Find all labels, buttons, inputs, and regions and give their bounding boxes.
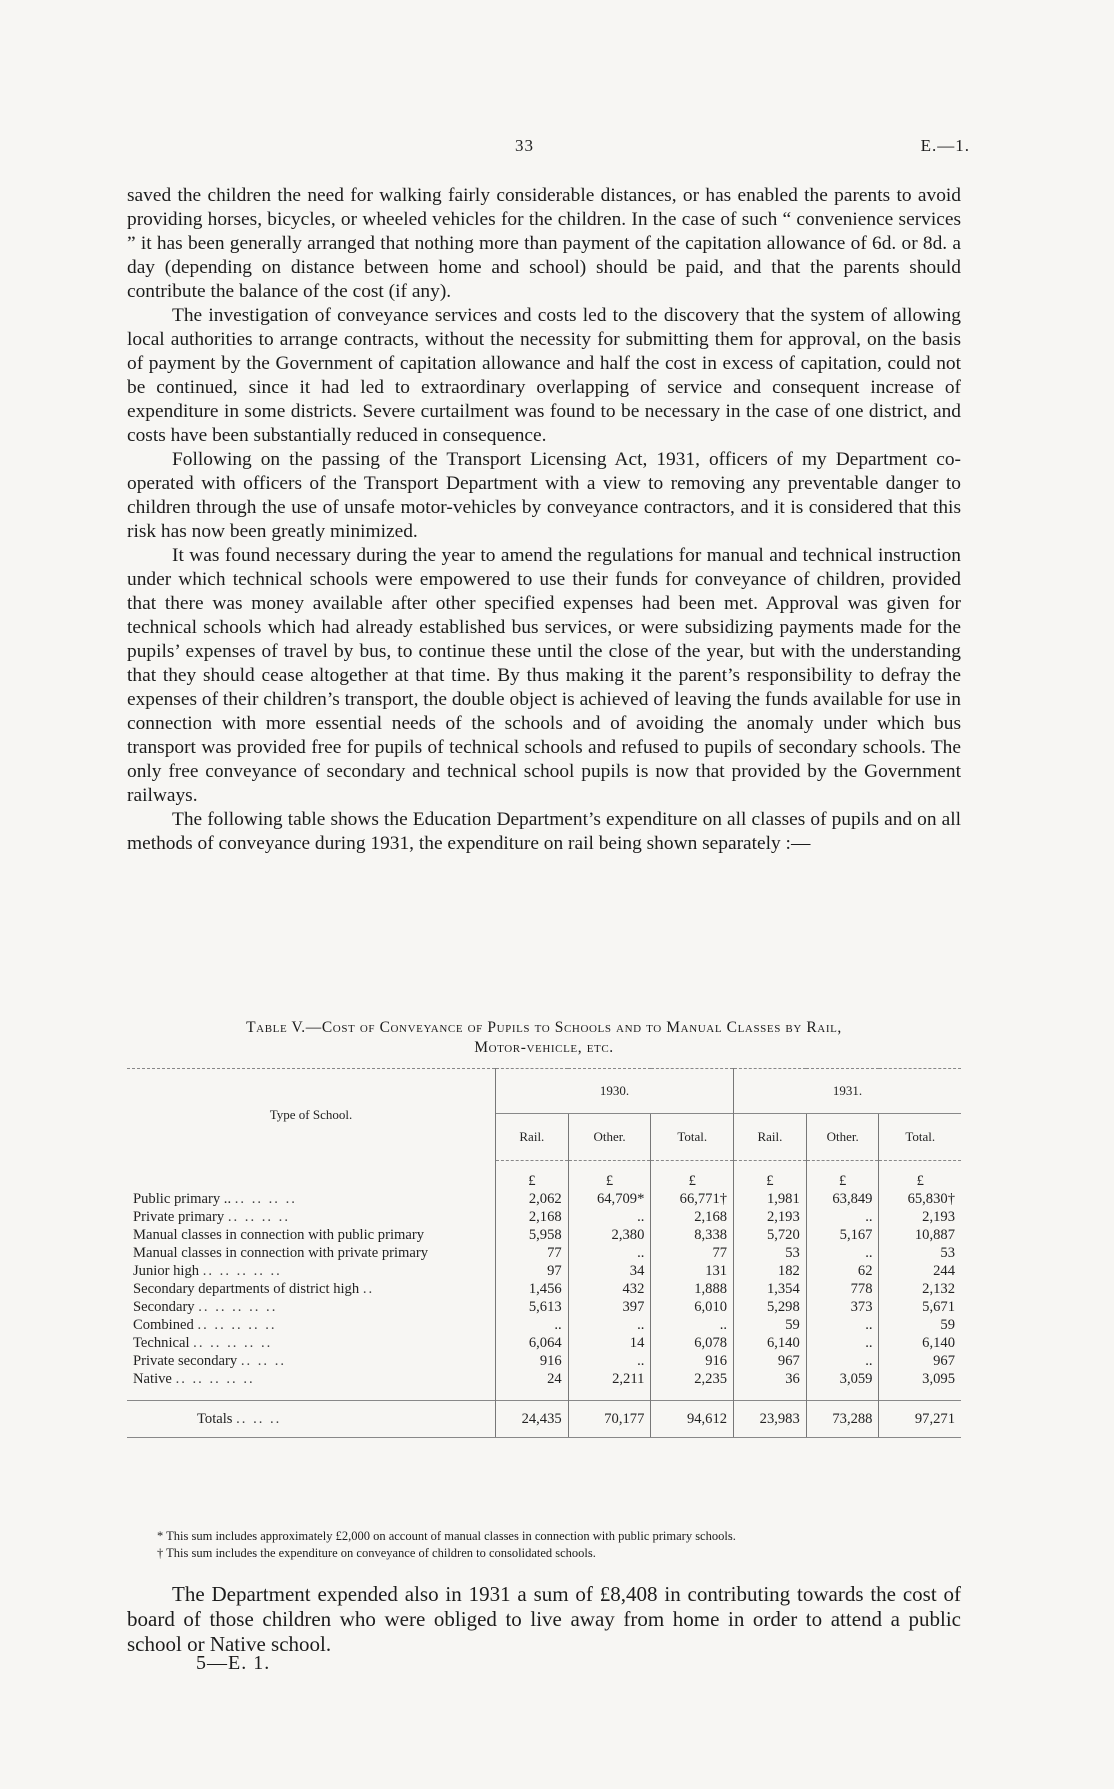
value-cell: 2,193 bbox=[734, 1208, 807, 1226]
table-row bbox=[127, 1226, 961, 1244]
value-cell: 5,167 bbox=[806, 1226, 879, 1244]
value-cell: .. bbox=[806, 1334, 879, 1352]
value-cell: 23,983 bbox=[734, 1401, 807, 1438]
value-cell: 65,830† bbox=[879, 1190, 961, 1208]
value-cell: 2,380 bbox=[568, 1226, 651, 1244]
value-cell: 3,095 bbox=[879, 1370, 961, 1401]
value-cell: 2,235 bbox=[651, 1370, 734, 1401]
row-label-text: Combined bbox=[133, 1317, 194, 1333]
row-label bbox=[127, 1370, 496, 1401]
body-text bbox=[127, 184, 961, 856]
row-label-text: Technical bbox=[133, 1335, 190, 1351]
col-header-other-1931: Other. bbox=[806, 1114, 879, 1161]
table-body bbox=[127, 1161, 961, 1438]
value-cell: 916 bbox=[496, 1352, 569, 1370]
value-cell: 5,298 bbox=[734, 1298, 807, 1316]
paragraph: It was found necessary during the year to amend the regulations for manual and technical instruction under which technical schools were empowered to use their funds for conveyance of children, provided that there was money available after other specified expenses had been met. Approval was given for technical schools which had already established bus services, or were subsidizing payments made for the pupils’ expenses of travel by bus, to continue these until the close of the year, but with the understanding that they should cease altogether at that time. By thus making it the parent’s responsibility to defray the expenses of their children’s transport, the double object is achieved of leaving the funds available for use in connection with more essential needs of the schools and of avoiding the anomaly under which bus transport was provided free for pupils of technical schools and refused to pupils of secondary schools. The only free conveyance of secondary and technical school pupils is now that provided by the Government railways. bbox=[127, 545, 961, 806]
row-label bbox=[127, 1208, 496, 1226]
col-header-rail-1931: Rail. bbox=[734, 1114, 807, 1161]
row-label bbox=[127, 1316, 496, 1334]
value-cell: 6,078 bbox=[651, 1334, 734, 1352]
value-cell: 24,435 bbox=[496, 1401, 569, 1438]
row-label-text: Private primary bbox=[133, 1209, 225, 1225]
value-cell: 53 bbox=[879, 1244, 961, 1262]
table-row bbox=[127, 1298, 961, 1316]
col-header-total-1930: Total. bbox=[651, 1114, 734, 1161]
row-label-text: Junior high bbox=[133, 1263, 200, 1279]
table-row bbox=[127, 1316, 961, 1334]
value-cell: 6,064 bbox=[496, 1334, 569, 1352]
row-label bbox=[127, 1334, 496, 1352]
unit-cell: £ bbox=[568, 1161, 651, 1191]
row-leader-dots: .. .. .. .. .. bbox=[198, 1299, 278, 1315]
value-cell: 2,168 bbox=[651, 1208, 734, 1226]
value-cell: 24 bbox=[496, 1370, 569, 1401]
value-cell: 1,456 bbox=[496, 1280, 569, 1298]
row-leader-dots: .. .. .. .. bbox=[234, 1191, 297, 1207]
value-cell: 6,010 bbox=[651, 1298, 734, 1316]
value-cell: 916 bbox=[651, 1352, 734, 1370]
row-leader-dots: .. .. .. .. bbox=[227, 1209, 290, 1225]
value-cell: .. bbox=[568, 1244, 651, 1262]
unit-cell: £ bbox=[806, 1161, 879, 1191]
value-cell: 63,849 bbox=[806, 1190, 879, 1208]
table-header-years bbox=[127, 1069, 961, 1114]
row-label bbox=[127, 1401, 496, 1438]
value-cell: .. bbox=[568, 1352, 651, 1370]
table-row bbox=[127, 1280, 961, 1298]
value-cell: 53 bbox=[734, 1244, 807, 1262]
page-header bbox=[0, 136, 1114, 160]
value-cell: 14 bbox=[568, 1334, 651, 1352]
value-cell: 77 bbox=[496, 1244, 569, 1262]
row-leader-dots: .. .. .. bbox=[236, 1410, 282, 1427]
value-cell: 77 bbox=[651, 1244, 734, 1262]
table-footnotes bbox=[127, 1528, 961, 1562]
value-cell: .. bbox=[806, 1208, 879, 1226]
row-label bbox=[127, 1262, 496, 1280]
value-cell: .. bbox=[806, 1352, 879, 1370]
type-of-school-header: Type of School. bbox=[127, 1069, 496, 1161]
year-1931-header: 1931. bbox=[734, 1069, 961, 1114]
value-cell: 6,140 bbox=[879, 1334, 961, 1352]
value-cell: 97,271 bbox=[879, 1401, 961, 1438]
value-cell: .. bbox=[568, 1208, 651, 1226]
value-cell: 36 bbox=[734, 1370, 807, 1401]
table-row bbox=[127, 1244, 961, 1262]
row-label-text: Totals bbox=[197, 1410, 233, 1427]
value-cell: 2,168 bbox=[496, 1208, 569, 1226]
totals-row bbox=[127, 1401, 961, 1438]
value-cell: 3,059 bbox=[806, 1370, 879, 1401]
table-row bbox=[127, 1208, 961, 1226]
value-cell: 94,612 bbox=[651, 1401, 734, 1438]
unit-cell: £ bbox=[879, 1161, 961, 1191]
table-caption-line2: Motor-vehicle, etc. bbox=[474, 1039, 614, 1056]
value-cell: 5,613 bbox=[496, 1298, 569, 1316]
value-cell: 778 bbox=[806, 1280, 879, 1298]
unit-cell: £ bbox=[496, 1161, 569, 1191]
footnote: * This sum includes approximately £2,000 on account of manual classes in connection with public primary schools. bbox=[157, 1529, 736, 1543]
footnote: † This sum includes the expenditure on conveyance of children to consolidated schools. bbox=[157, 1546, 596, 1560]
row-label bbox=[127, 1352, 496, 1370]
table-caption-line1: Table V.—Cost of Conveyance of Pupils to Schools and to Manual Classes by Rail, bbox=[246, 1019, 842, 1036]
row-label-text: Public primary .. bbox=[133, 1191, 232, 1207]
value-cell: 373 bbox=[806, 1298, 879, 1316]
value-cell: 59 bbox=[734, 1316, 807, 1334]
value-cell: 73,288 bbox=[806, 1401, 879, 1438]
value-cell: 967 bbox=[734, 1352, 807, 1370]
unit-cell: £ bbox=[734, 1161, 807, 1191]
row-leader-dots: .. .. .. bbox=[240, 1353, 286, 1369]
row-label bbox=[127, 1280, 496, 1298]
row-leader-dots: .. bbox=[362, 1281, 375, 1297]
row-label bbox=[127, 1190, 496, 1208]
table-caption bbox=[127, 1018, 961, 1058]
value-cell: 5,720 bbox=[734, 1226, 807, 1244]
value-cell: .. bbox=[496, 1316, 569, 1334]
row-label-text: Secondary bbox=[133, 1299, 195, 1315]
value-cell: 8,338 bbox=[651, 1226, 734, 1244]
value-cell: .. bbox=[651, 1316, 734, 1334]
value-cell: 1,354 bbox=[734, 1280, 807, 1298]
value-cell: 62 bbox=[806, 1262, 879, 1280]
signature-mark: 5—E. 1. bbox=[196, 1652, 271, 1674]
table-row bbox=[127, 1190, 961, 1208]
paragraph: The investigation of conveyance services and costs led to the discovery that the system of allowing local authorities to arrange contracts, without the necessity for submitting them for approval, on the basis of payment by the Government of capitation allowance and half the cost in excess of capitation, could not be continued, since it had led to extraordinary overlapping of service and consequent increase of expenditure in some districts. Severe curtailment was found to be necessary in the case of one district, and costs have been substantially reduced in consequence. bbox=[127, 305, 961, 446]
value-cell: .. bbox=[568, 1316, 651, 1334]
row-label bbox=[127, 1226, 496, 1244]
value-cell: 97 bbox=[496, 1262, 569, 1280]
row-label bbox=[127, 1298, 496, 1316]
table-row bbox=[127, 1370, 961, 1401]
value-cell: 432 bbox=[568, 1280, 651, 1298]
value-cell: 5,671 bbox=[879, 1298, 961, 1316]
paragraph: saved the children the need for walking fairly considerable distances, or has enabled the parents to avoid providing horses, bicycles, or wheeled vehicles for the children. In the case of such “ convenience services ” it has been generally arranged that nothing more than payment of the capitation allowance of 6d. or 8d. a day (depending on distance between home and school) should be paid, and that the parents should contribute the balance of the cost (if any). bbox=[127, 185, 961, 302]
row-label-text: Private secondary bbox=[133, 1353, 238, 1369]
row-leader-dots: .. .. .. .. .. bbox=[202, 1263, 282, 1279]
col-header-rail-1930: Rail. bbox=[496, 1114, 569, 1161]
page-number: 33 bbox=[515, 136, 534, 155]
col-header-other-1930: Other. bbox=[568, 1114, 651, 1161]
col-header-total-1931: Total. bbox=[879, 1114, 961, 1161]
value-cell: 2,211 bbox=[568, 1370, 651, 1401]
row-leader-dots: .. .. .. .. .. bbox=[193, 1335, 273, 1351]
closing-text: The Department expended also in 1931 a sum of £8,408 in contributing towards the cost of board of those children who were obliged to live away from home in order to attend a public school or Native school. bbox=[127, 1582, 961, 1656]
row-label-text: Native bbox=[133, 1371, 172, 1387]
unit-cell: £ bbox=[651, 1161, 734, 1191]
value-cell: 2,062 bbox=[496, 1190, 569, 1208]
value-cell: 66,771† bbox=[651, 1190, 734, 1208]
conveyance-cost-table bbox=[127, 1068, 961, 1438]
value-cell: 967 bbox=[879, 1352, 961, 1370]
paragraph: The following table shows the Education Department’s expenditure on all classes of pupils and on all methods of conveyance during 1931, the expenditure on rail being shown separately :— bbox=[127, 809, 961, 854]
row-label bbox=[127, 1244, 496, 1262]
value-cell: 64,709* bbox=[568, 1190, 651, 1208]
year-1930-header: 1930. bbox=[496, 1069, 734, 1114]
closing-paragraph bbox=[127, 1582, 961, 1657]
document-reference: E.—1. bbox=[920, 136, 970, 155]
row-label-text: Manual classes in connection with public primary bbox=[133, 1227, 424, 1243]
row-leader-dots: .. .. .. .. .. bbox=[175, 1371, 255, 1387]
row-label-text: Manual classes in connection with private primary bbox=[133, 1245, 429, 1261]
value-cell: 5,958 bbox=[496, 1226, 569, 1244]
value-cell: 34 bbox=[568, 1262, 651, 1280]
paragraph: Following on the passing of the Transport Licensing Act, 1931, officers of my Department co-operated with officers of the Transport Department with a view to removing any preventable danger to children through the use of unsafe motor-vehicles by conveyance contractors, and it is considered that this risk has now been greatly minimized. bbox=[127, 449, 961, 542]
row-label-text: Secondary departments of district high bbox=[133, 1281, 360, 1297]
value-cell: 10,887 bbox=[879, 1226, 961, 1244]
value-cell: 244 bbox=[879, 1262, 961, 1280]
value-cell: .. bbox=[806, 1316, 879, 1334]
value-cell: 2,193 bbox=[879, 1208, 961, 1226]
value-cell: 6,140 bbox=[734, 1334, 807, 1352]
value-cell: 1,981 bbox=[734, 1190, 807, 1208]
value-cell: 182 bbox=[734, 1262, 807, 1280]
table-row bbox=[127, 1352, 961, 1370]
value-cell: 1,888 bbox=[651, 1280, 734, 1298]
value-cell: 2,132 bbox=[879, 1280, 961, 1298]
value-cell: 397 bbox=[568, 1298, 651, 1316]
row-leader-dots: .. .. .. .. .. bbox=[197, 1317, 277, 1333]
value-cell: 70,177 bbox=[568, 1401, 651, 1438]
table-row bbox=[127, 1262, 961, 1280]
table-row bbox=[127, 1334, 961, 1352]
value-cell: .. bbox=[806, 1244, 879, 1262]
value-cell: 59 bbox=[879, 1316, 961, 1334]
value-cell: 131 bbox=[651, 1262, 734, 1280]
unit-row bbox=[127, 1161, 961, 1191]
